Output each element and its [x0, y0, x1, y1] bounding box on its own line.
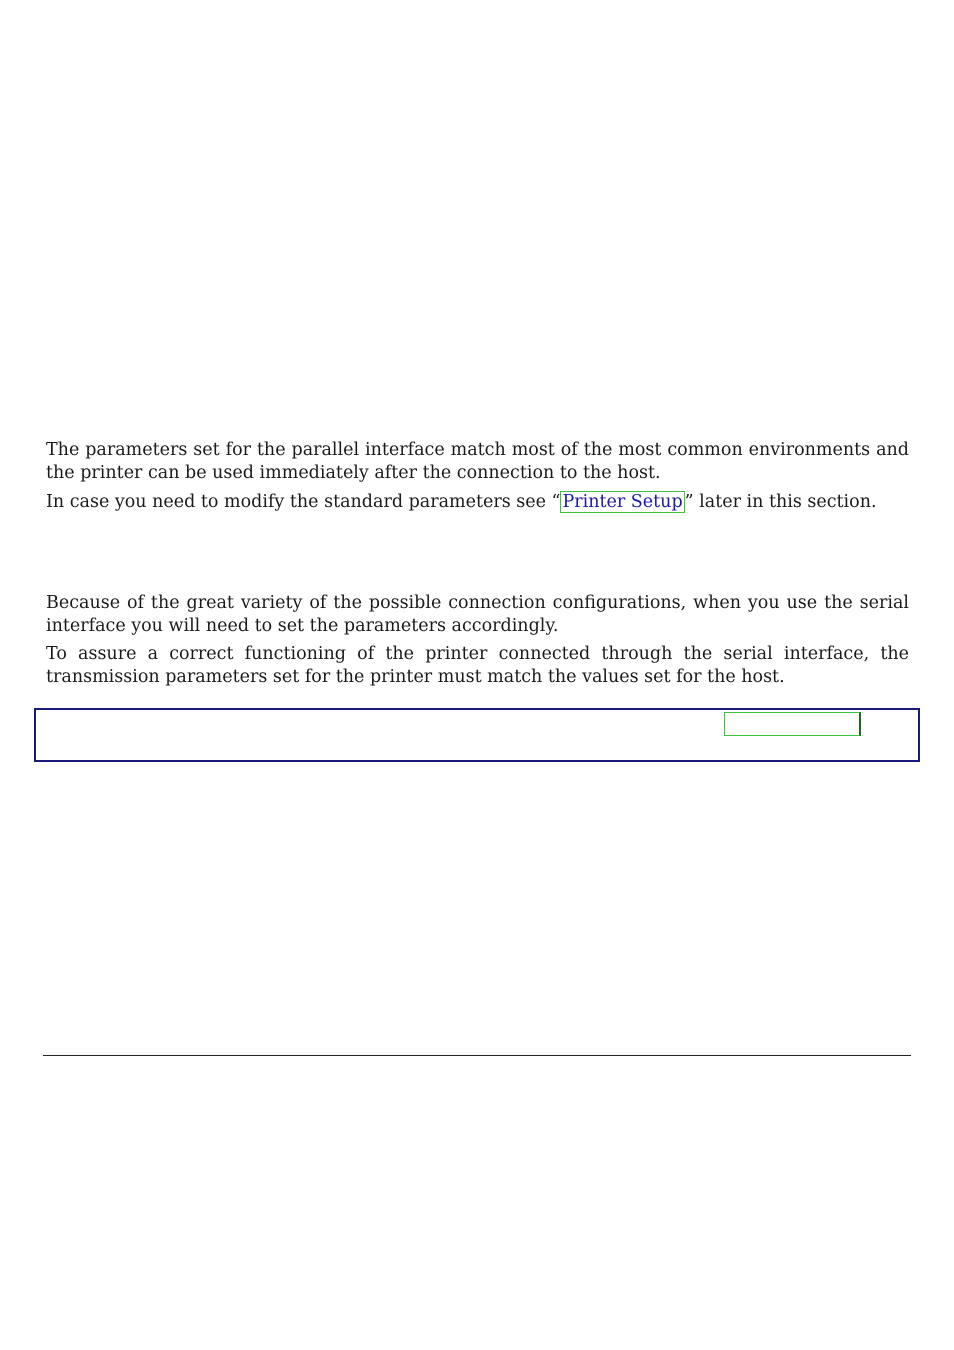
reference-text-before: In case you need to modify the standard parameters see “: [46, 492, 561, 512]
serial-transmission-paragraph: To assure a correct functioning of the printer connected through the serial interface, the transmission parameters set for the printer must match the values set for the host.: [46, 644, 909, 687]
reference-text-after: ” later in this section.: [684, 492, 877, 512]
printer-setup-reference-paragraph: [46, 491, 909, 514]
note-link-box[interactable]: [724, 712, 861, 736]
printer-setup-link[interactable]: Printer Setup: [562, 492, 683, 512]
footer-divider: [43, 1055, 911, 1056]
serial-interface-paragraph: Because of the great variety of the possible connection configurations, when you use the serial interface you will need to set the parameters accordingly.: [46, 593, 909, 636]
parallel-interface-paragraph: The parameters set for the parallel interface match most of the most common environments and the printer can be used immediately after the connection to the host.: [46, 440, 909, 483]
